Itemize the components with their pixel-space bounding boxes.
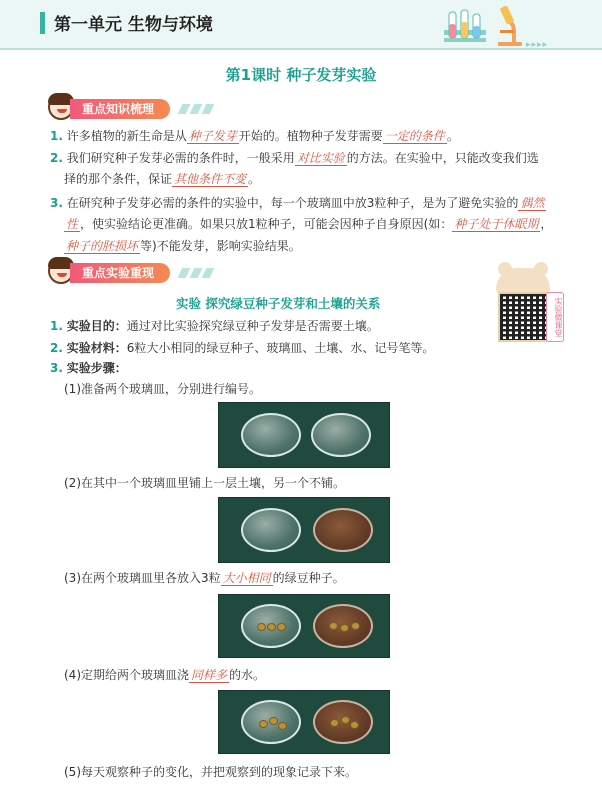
seed	[277, 623, 286, 631]
photo-watered	[218, 690, 390, 754]
glass-dish	[311, 413, 371, 457]
header-accent-bar	[40, 12, 45, 34]
soil-dish	[313, 508, 373, 552]
banner-label: 重点知识梳理	[70, 99, 170, 119]
seed	[350, 721, 359, 729]
soil-dish	[313, 700, 373, 744]
section-banner-knowledge	[48, 98, 248, 120]
seed	[278, 722, 287, 730]
soil-dish	[313, 604, 373, 648]
step-2: (2)在其中一个玻璃皿里铺上一层土壤，另一个不铺。	[64, 476, 346, 490]
knowledge-item-3-cont2: 种子的胚损坏 等)不能发芽，影响实验结果。	[66, 239, 301, 253]
answer-blank: 同样多	[191, 668, 228, 682]
step-3: (3)在两个玻璃皿里各放入3粒 大小相同 的绿豆种子。	[64, 571, 345, 585]
header-divider	[0, 48, 602, 50]
photo-empty-dishes	[218, 402, 390, 468]
photo-soil-dish	[218, 497, 390, 563]
answer-blank: 种子发芽	[188, 129, 237, 143]
knowledge-item-3: 3. 在研究种子发芽必需的条件的实验中，每一个玻璃皿中放3粒种子，是为了避免实验的 偶然	[50, 196, 545, 210]
banner-label: 重点实验重现	[70, 263, 170, 283]
seed	[267, 623, 276, 631]
header-arrows: ▸▸▸▸	[526, 40, 549, 50]
answer-blank: 一定的条件	[384, 129, 445, 143]
step-1: (1)准备两个玻璃皿，分别进行编号。	[64, 382, 261, 396]
answer-blank: 偶然	[520, 196, 545, 210]
glass-dish	[241, 700, 301, 744]
banner-stripe	[190, 104, 203, 114]
answer-blank: 对比实验	[296, 151, 345, 165]
answer-blank: 种子处于休眠期	[454, 217, 539, 231]
banner-stripe	[202, 268, 215, 278]
photo-seeds-placed	[218, 594, 390, 658]
qr-code[interactable]	[498, 292, 548, 342]
unit-title: 第一单元 生物与环境	[54, 15, 213, 35]
seed	[259, 720, 268, 728]
answer-blank: 种子的胚损坏	[66, 239, 139, 253]
glass-dish	[241, 413, 301, 457]
seed	[329, 622, 338, 630]
glass-dish	[241, 508, 301, 552]
seed	[341, 716, 350, 724]
seed	[269, 717, 278, 725]
bear-icon	[496, 268, 550, 294]
section-banner-experiment	[48, 262, 248, 284]
step-4: (4)定期给两个玻璃皿浇 同样多 的水。	[64, 668, 266, 682]
microscope-icon	[492, 2, 526, 48]
answer-blank: 其他条件不变	[174, 172, 247, 186]
seed	[351, 622, 360, 630]
banner-stripe	[190, 268, 203, 278]
knowledge-item-2-cont: 择的那个条件，保证 其他条件不变 。	[64, 172, 261, 186]
qr-label: 实验微课堂	[546, 292, 564, 342]
seed	[340, 624, 349, 632]
experiment-purpose: 1. 实验目的：通过对比实验探究绿豆种子发芽是否需要土壤。	[50, 319, 379, 333]
test-tube-rack-icon	[440, 6, 490, 46]
lesson-title: 第1课时 种子发芽实验	[225, 66, 377, 84]
seed	[257, 623, 266, 631]
knowledge-item-3-cont: 性 ，使实验结论更准确。如果只放1粒种子，可能会因种子自身原因(如： 种子处于休眠期 ，	[66, 217, 553, 231]
banner-stripe	[202, 104, 215, 114]
knowledge-item-2: 2. 我们研究种子发芽必需的条件时，一般采用 对比实验 的方法。在实验中，只能改变我们选	[50, 151, 539, 165]
step-5: (5)每天观察种子的变化，并把观察到的现象记录下来。	[64, 765, 358, 779]
glass-dish	[241, 604, 301, 648]
banner-stripe	[178, 268, 191, 278]
banner-stripe	[178, 104, 191, 114]
answer-blank: 性	[66, 217, 79, 231]
seed	[330, 719, 339, 727]
knowledge-item-1: 1. 许多植物的新生命是从 种子发芽 开始的。植物种子发芽需要 一定的条件 。	[50, 129, 459, 143]
experiment-materials: 2. 实验材料：6粒大小相同的绿豆种子、玻璃皿、土壤、水、记号笔等。	[50, 341, 435, 355]
experiment-title: 实验 探究绿豆种子发芽和土壤的关系	[176, 296, 381, 311]
answer-blank: 大小相同	[222, 571, 271, 585]
experiment-steps-label: 3. 实验步骤：	[50, 361, 127, 375]
